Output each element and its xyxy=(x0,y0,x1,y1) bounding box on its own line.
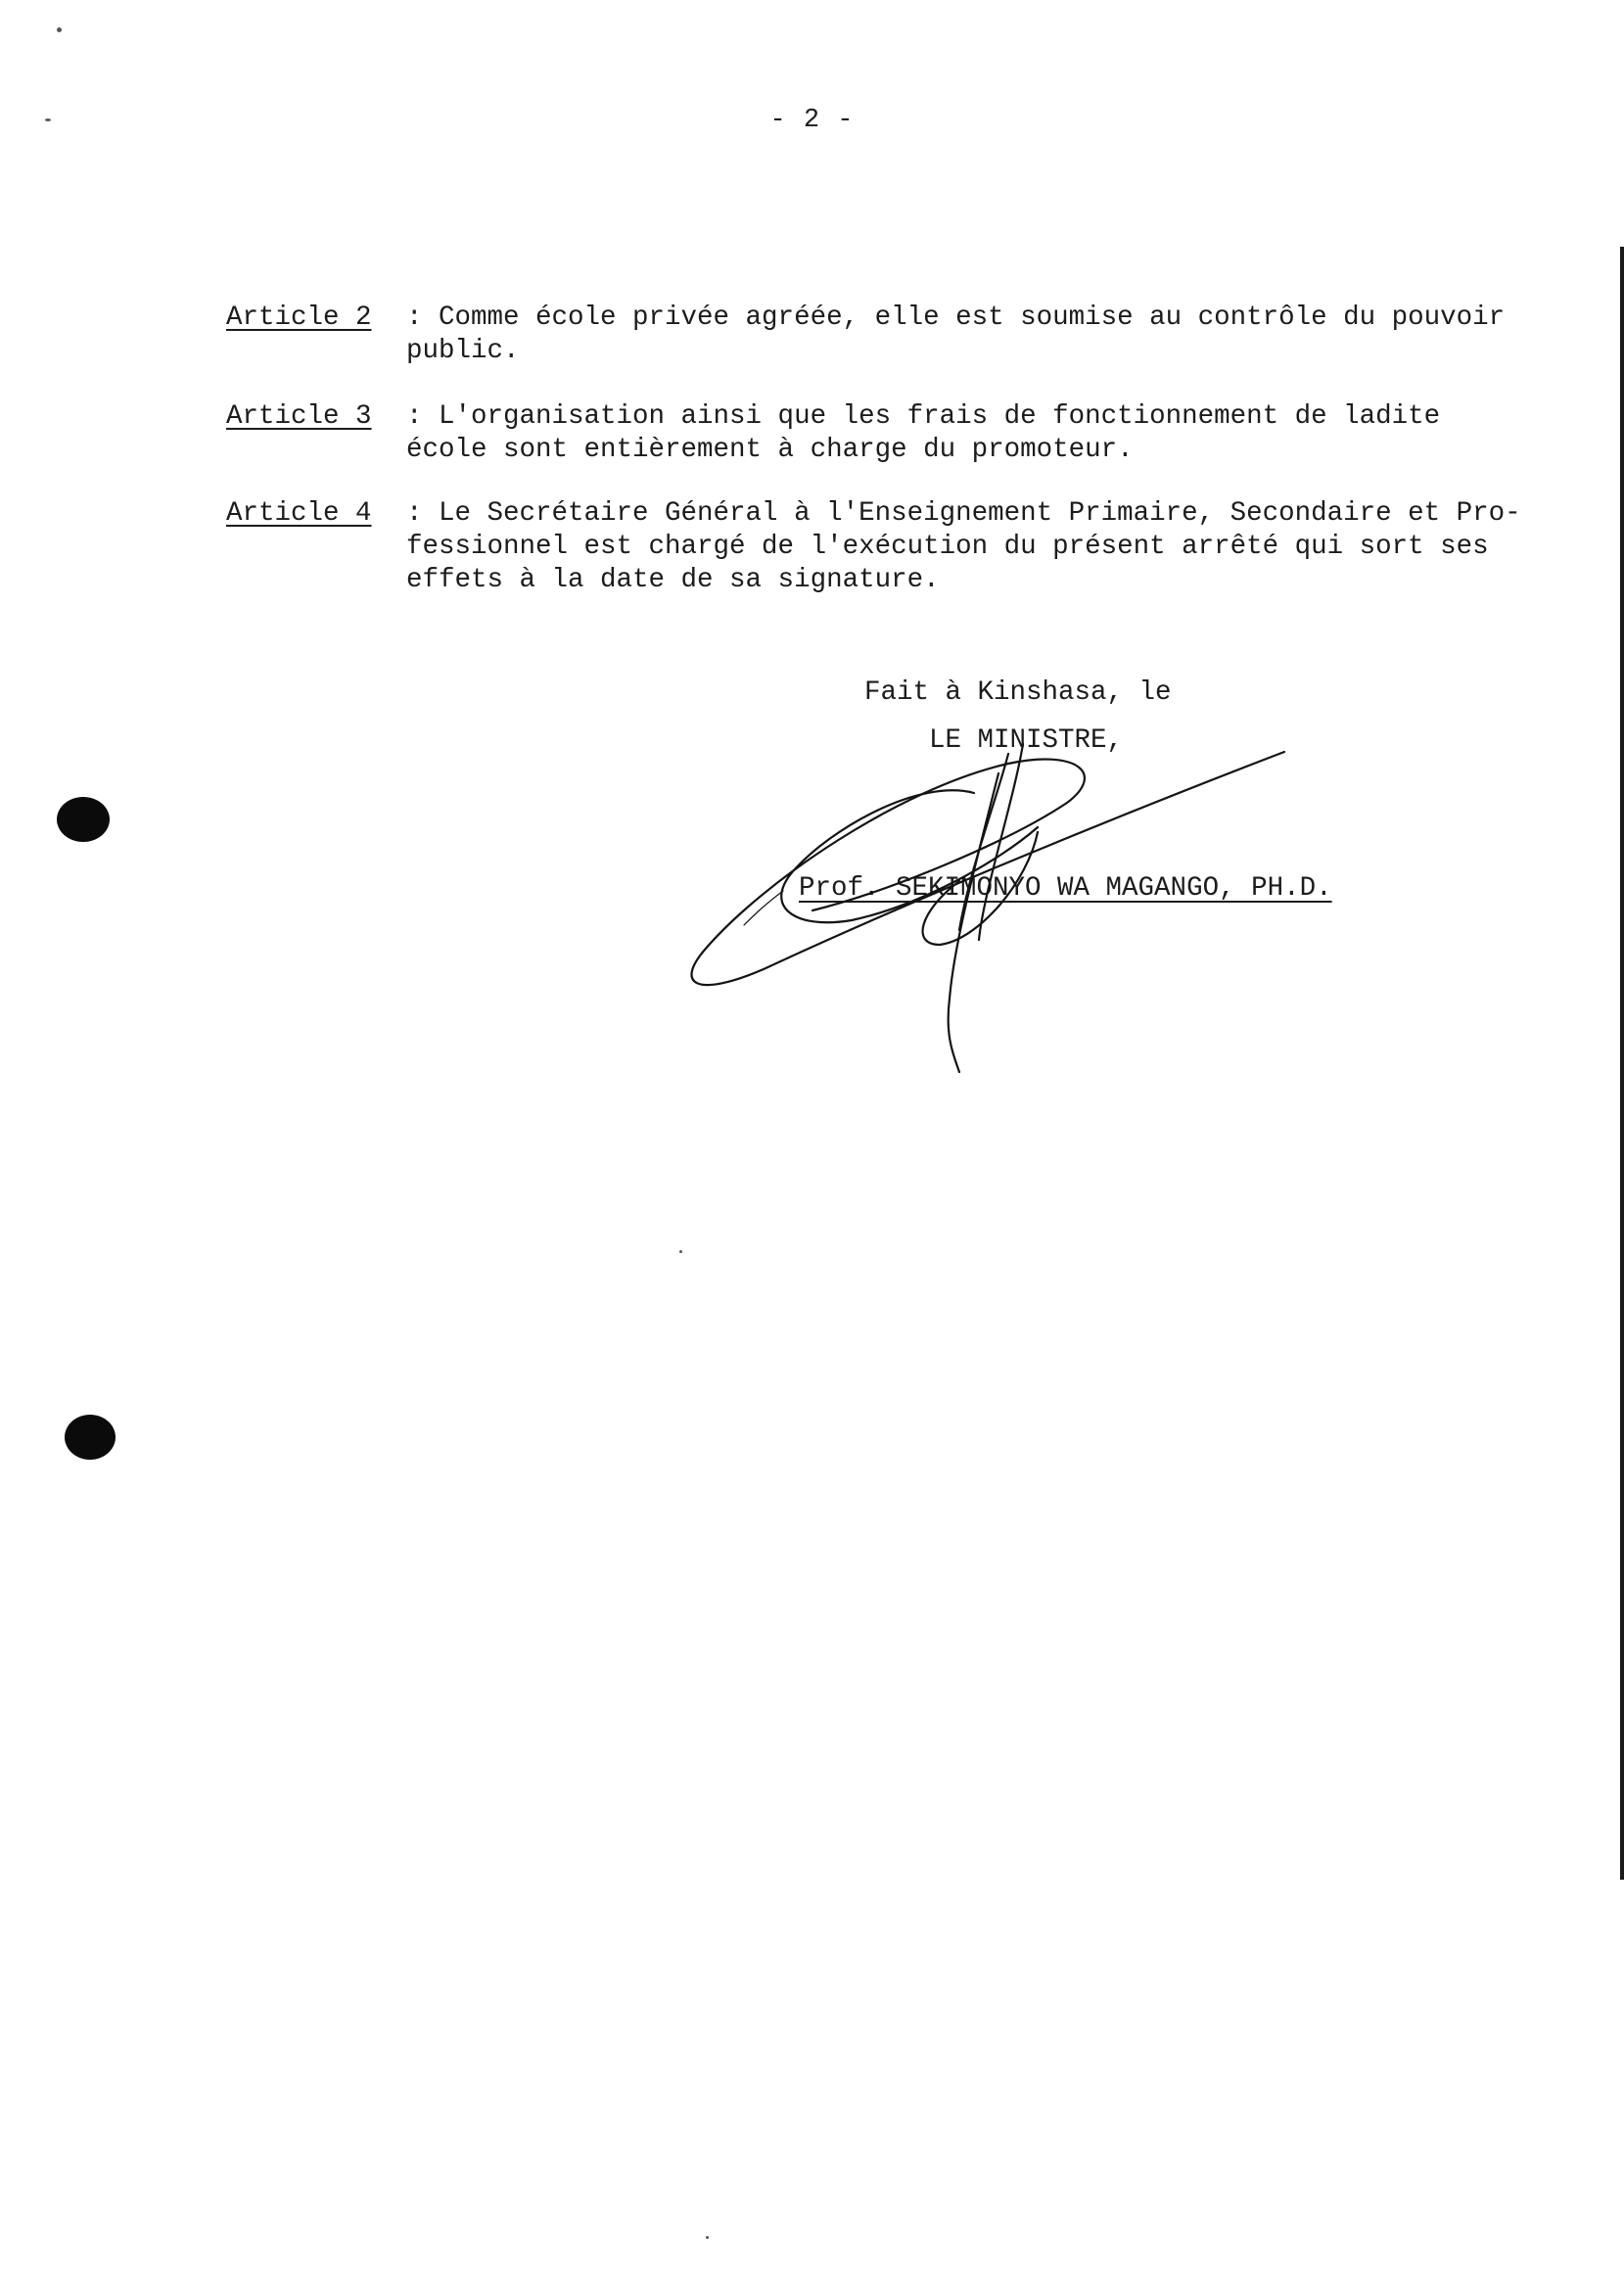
scan-edge-line xyxy=(1620,247,1624,1880)
page-number: - 2 - xyxy=(769,106,855,135)
scan-speck xyxy=(679,1250,682,1253)
article-text-line: fessionnel est chargé de l'exécution du présent arrêté qui sort ses xyxy=(406,532,1489,562)
article-text-line: école sont entièrement à charge du promoteur. xyxy=(406,435,1134,465)
article-text xyxy=(406,400,1542,467)
place-date: Fait à Kinshasa, le xyxy=(864,677,1172,708)
article-text-line: public. xyxy=(406,336,520,366)
article-label: Article 2 xyxy=(226,303,372,333)
article-text xyxy=(406,302,1542,368)
scan-speck xyxy=(57,27,62,32)
signatory-name: Prof. SEKIMONYO WA MAGANGO, PH.D. xyxy=(799,873,1332,904)
article-text xyxy=(406,497,1542,597)
article-text-line: : Comme école privée agréée, elle est soumise au contrôle du pouvoir xyxy=(406,303,1506,333)
article-label: Article 3 xyxy=(226,401,372,432)
article-label: Article 4 xyxy=(226,498,372,529)
handwritten-signature xyxy=(685,734,1312,1087)
article-text-line: : L'organisation ainsi que les frais de fonctionnement de ladite xyxy=(406,401,1441,432)
article-text-line: : Le Secrétaire Général à l'Enseignement Primaire, Secondaire et Pro- xyxy=(406,498,1521,529)
minister-title: LE MINISTRE, xyxy=(929,725,1124,756)
scan-speck xyxy=(706,2236,709,2239)
punch-hole xyxy=(57,797,110,842)
article-text-line: effets à la date de sa signature. xyxy=(406,565,940,595)
punch-hole xyxy=(65,1415,116,1460)
